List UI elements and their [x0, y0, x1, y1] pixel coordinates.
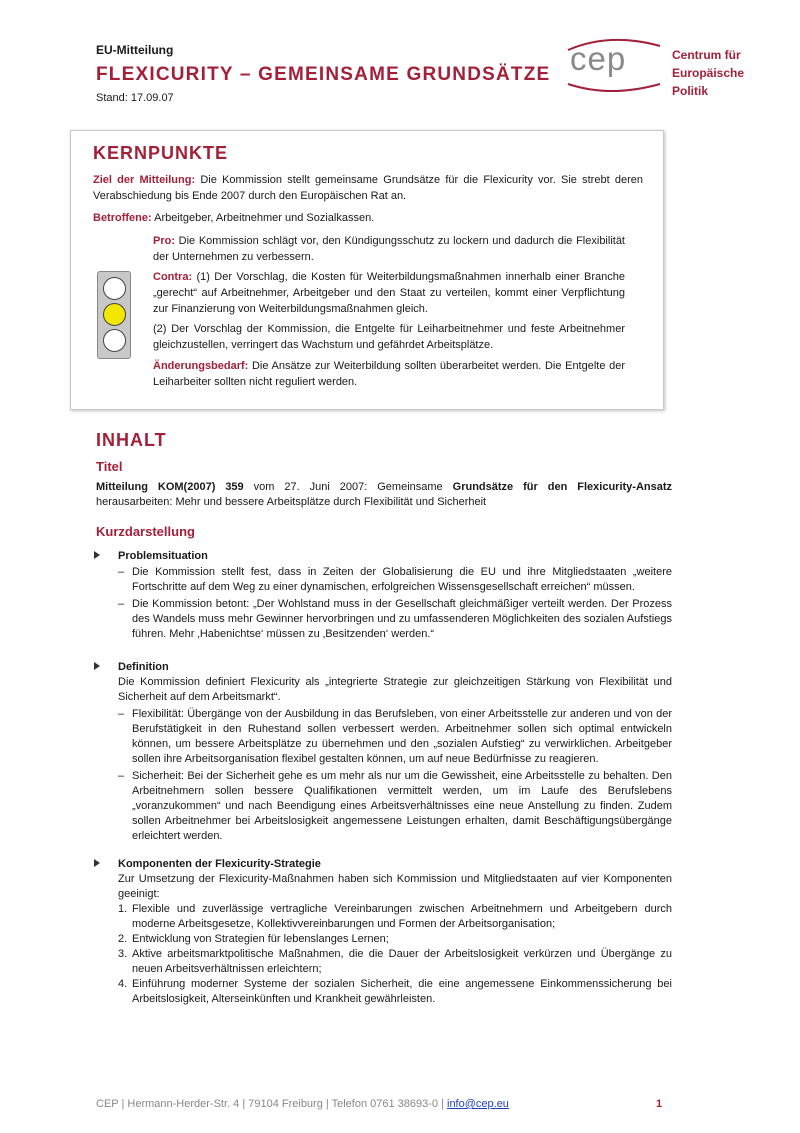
titel-mid: vom 27. Juni 2007: Gemeinsame	[243, 481, 453, 493]
pro-text: Die Kommission schlägt vor, den Kündigungsschutz zu lockern und dadurch die Flexibilität der Unternehmen zu verbessern.	[153, 235, 625, 263]
komponenten-intro: Zur Umsetzung der Flexicurity-Maßnahmen haben sich Kommission und Mitgliedstaaten auf vier Komponenten geeinigt:	[118, 873, 672, 900]
contra-label: Contra:	[153, 271, 193, 283]
bullet-triangle-icon	[94, 662, 100, 670]
kurzdarstellung-heading: Kurzdarstellung	[96, 524, 195, 539]
logo-organisation-name	[672, 46, 744, 100]
contra2-paragraph: (2) Der Vorschlag der Kommission, die Entgelte für Leiharbeitnehmer und feste Arbeitnehmer gleichzustellen, verringert das Wachstum und gefährdet Arbeitsplätze.	[153, 323, 625, 351]
titel-bold-subject: Grundsätze für den Flexicurity-Ansatz	[452, 481, 672, 493]
titel-section	[96, 459, 672, 510]
traffic-light-bottom-lamp	[103, 329, 126, 352]
definition-intro: Die Kommission definiert Flexicurity als „integrierte Strategie zur gleichzeitigen Stärkung von Flexibilität und Sicherheit auf dem Arbeitsmarkt“.	[118, 676, 672, 703]
komponenten-heading: Komponenten der Flexicurity-Strategie	[118, 858, 321, 870]
betroffene-text: Arbeitgeber, Arbeitnehmer und Sozialkassen.	[151, 212, 375, 224]
list-item-text: Die Kommission stellt fest, dass in Zeiten der Globalisierung die EU und ihre Mitgliedstaaten „weitere Fortschritte auf dem Weg zu einer dynamischen, erfolgreichen Wissensgesellschaft erreichen“ müssen.	[132, 566, 672, 593]
aenderung-text: Die Ansätze zur Weiterbildung sollten überarbeitet werden. Die Entgelte der Leiharbeiter sollten nicht reguliert werden.	[153, 360, 625, 388]
komponenten-section	[96, 857, 672, 1007]
definition-section	[96, 660, 672, 844]
list-item-text: Aktive arbeitsmarktpolitische Maßnahmen, die die Dauer der Arbeitslosigkeit verkürzen und Übergänge zu neuen Arbeitsverhältnissen erleichtern;	[132, 948, 672, 975]
list-item: – Sicherheit: Bei der Sicherheit gehe es um mehr als nur um die Gewissheit, eine Arbeitsstelle zu behalten. Den Arbeitnehmern sollen bessere Qualifikationen vermittelt werden, um im Laufe des Berufslebens „voranzukommen“ und nach Beendigung eines Arbeitsverhältnisses eine neue Anstellung zu finden. Zudem sollen Arbeitnehmer bei Arbeitslosigkeit angemessene Leistungen erhalten, damit Beschäftigungsübergänge erleichtert werden.	[118, 770, 672, 842]
pro-paragraph	[153, 233, 625, 265]
betroffene-paragraph	[93, 210, 643, 226]
list-item: 1. Flexible und zuverlässige vertragliche Vereinbarungen zwischen Arbeitnehmern und Arbeitgebern durch moderne Arbeitsgesetze, Kollektivvereinbarungen und Formen der Arbeitsorganisation;	[118, 903, 672, 930]
logo-line: Europäische	[672, 66, 745, 80]
logo-line: Centrum für	[672, 48, 741, 62]
email-link[interactable]: info@cep.eu	[447, 1098, 509, 1110]
list-item: – Die Kommission betont: „Der Wohlstand muss in der Gesellschaft gleichmäßiger verteilt werden. Der Prozess des Wandels muss mehr Gewinner hervorbringen und zu umfassenderen Möglichkeiten des sozialen Aufstiegs führen. Mehr ‚Habenichtse‘ müssen zu ‚Besitzenden‘ werden.“	[118, 598, 672, 640]
list-item: 3. Aktive arbeitsmarktpolitische Maßnahmen, die die Dauer der Arbeitslosigkeit verkürzen und Übergänge zu neuen Arbeitsverhältnissen erleichtern;	[118, 948, 672, 975]
traffic-light-icon	[97, 271, 131, 359]
list-item-text: Flexibilität: Übergänge von der Ausbildung in das Berufsleben, von einer Arbeitsstelle zur anderen und von der Berufstätigkeit in den Ruhestand sollen verbessert werden. Arbeitnehmer sollen sich optimal entwickeln können, um bessere Arbeitsplätze zu übernehmen und den „sozialen Aufstieg“ zu verwirklichen. Arbeitgeber sollen ihre Arbeitsorganisation flexibel gestalten können, um auf neue Bedürfnisse zu reagieren.	[132, 708, 672, 765]
list-item-text: Sicherheit: Bei der Sicherheit gehe es um mehr als nur um die Gewissheit, eine Arbeitsstelle zu behalten. Den Arbeitnehmern sollen bessere Qualifikationen vermittelt werden, um im Laufe des Berufslebens „voranzukommen“ und nach Beendigung eines Arbeitsverhältnisses eine neue Anstellung zu finden. Zudem sollen Arbeitnehmer bei Arbeitslosigkeit angemessene Leistungen erhalten, damit Beschäftigungsübergänge erleichtert werden.	[132, 770, 672, 842]
page-number: 1	[656, 1098, 663, 1110]
titel-heading: Titel	[96, 459, 123, 474]
traffic-light-top-lamp	[103, 277, 126, 300]
contra-paragraph	[153, 269, 625, 317]
kernpunkte-title: KERNPUNKTE	[93, 143, 229, 163]
list-item: 2. Entwicklung von Strategien für lebenslanges Lernen;	[118, 933, 389, 945]
traffic-light-yellow-lamp	[103, 303, 126, 326]
logo-wordmark: cep	[570, 40, 627, 77]
document-type-label: EU-Mitteilung	[96, 43, 174, 57]
list-item: – Flexibilität: Übergänge von der Ausbildung in das Berufsleben, von einer Arbeitsstelle zur anderen und von der Berufstätigkeit in den Ruhestand sollen verbessert werden. Arbeitnehmer sollen sich optimal entwickeln können, um bessere Arbeitsplätze zu übernehmen und den „sozialen Aufstieg“ zu verwirklichen. Arbeitgeber sollen ihre Arbeitsorganisation flexibel gestalten können, um auf neue Bedürfnisse zu reagieren.	[118, 708, 672, 765]
bullet-triangle-icon	[94, 551, 100, 559]
definition-heading: Definition	[118, 661, 169, 673]
bullet-triangle-icon	[94, 859, 100, 867]
contra-text: (1) Der Vorschlag, die Kosten für Weiterbildungsmaßnahmen innerhalb einer Branche „gerecht“ auf Arbeitnehmer, Arbeitgeber und den Staat zu verteilen, kommt einer Verpflichtung zur Finanzierung von Weiterbildungsmaßnahmen gleich.	[153, 271, 625, 315]
cep-logo	[560, 36, 760, 106]
logo-line: Politik	[672, 84, 709, 98]
list-item-text: Die Kommission betont: „Der Wohlstand muss in der Gesellschaft gleichmäßiger verteilt werden. Der Prozess des Wandels muss mehr Gewinner hervorbringen und zu umfassenderen Möglichkeiten des sozialen Aufstiegs führen. Mehr ‚Habenichtse‘ müssen zu ‚Besitzenden‘ werden.“	[132, 598, 672, 640]
ziel-paragraph	[93, 172, 643, 204]
list-item-text: Einführung moderner Systeme der sozialen Sicherheit, die eine angemessene Einkommenssicherung bei Arbeitslosigkeit, Alterseinkünften und Krankheit gewährleisten.	[132, 978, 672, 1005]
pro-label: Pro:	[153, 235, 175, 247]
status-date: Stand: 17.09.07	[96, 92, 174, 104]
list-item-text: Entwicklung von Strategien für lebenslanges Lernen;	[132, 933, 389, 945]
inhalt-heading: INHALT	[96, 430, 167, 450]
footer-text: CEP | Hermann-Herder-Str. 4 | 79104 Freiburg | Telefon 0761 38693-0 |	[96, 1098, 447, 1110]
aenderung-label: Änderungsbedarf:	[153, 360, 249, 372]
aenderung-paragraph	[153, 358, 625, 390]
ziel-label: Ziel der Mitteilung:	[93, 174, 196, 186]
list-item-text: Flexible und zuverlässige vertragliche Vereinbarungen zwischen Arbeitnehmern und Arbeitgebern durch moderne Arbeitsgesetze, Kollektivvereinbarungen und Formen der Arbeitsorganisation;	[132, 903, 672, 930]
titel-rest: herausarbeiten: Mehr und bessere Arbeitsplätze durch Flexibilität und Sicherheit	[96, 496, 487, 508]
titel-bold-reference: Mitteilung KOM(2007) 359	[96, 481, 244, 493]
page-title: FLEXICURITY – GEMEINSAME GRUNDSÄTZE	[96, 64, 551, 85]
list-item: 4. Einführung moderner Systeme der sozialen Sicherheit, die eine angemessene Einkommenssicherung bei Arbeitslosigkeit, Alterseinkünften und Krankheit gewährleisten.	[118, 978, 672, 1005]
list-item: – Die Kommission stellt fest, dass in Zeiten der Globalisierung die EU und ihre Mitgliedstaaten „weitere Fortschritte auf dem Weg zu einer dynamischen, erfolgreichen Wissensgesellschaft erreichen“ müssen.	[118, 566, 672, 593]
problemsituation-heading: Problemsituation	[118, 550, 208, 562]
ziel-text: Die Kommission stellt gemeinsame Grundsätze für die Flexicurity vor. Sie strebt deren Verabschiedung bis Ende 2007 durch den Europäischen Rat an.	[93, 174, 643, 202]
footer-address	[96, 1098, 509, 1110]
problemsituation-section	[96, 549, 672, 642]
betroffene-label: Betroffene:	[93, 212, 152, 224]
titel-text	[96, 480, 672, 510]
kernpunkte-box	[70, 130, 664, 410]
